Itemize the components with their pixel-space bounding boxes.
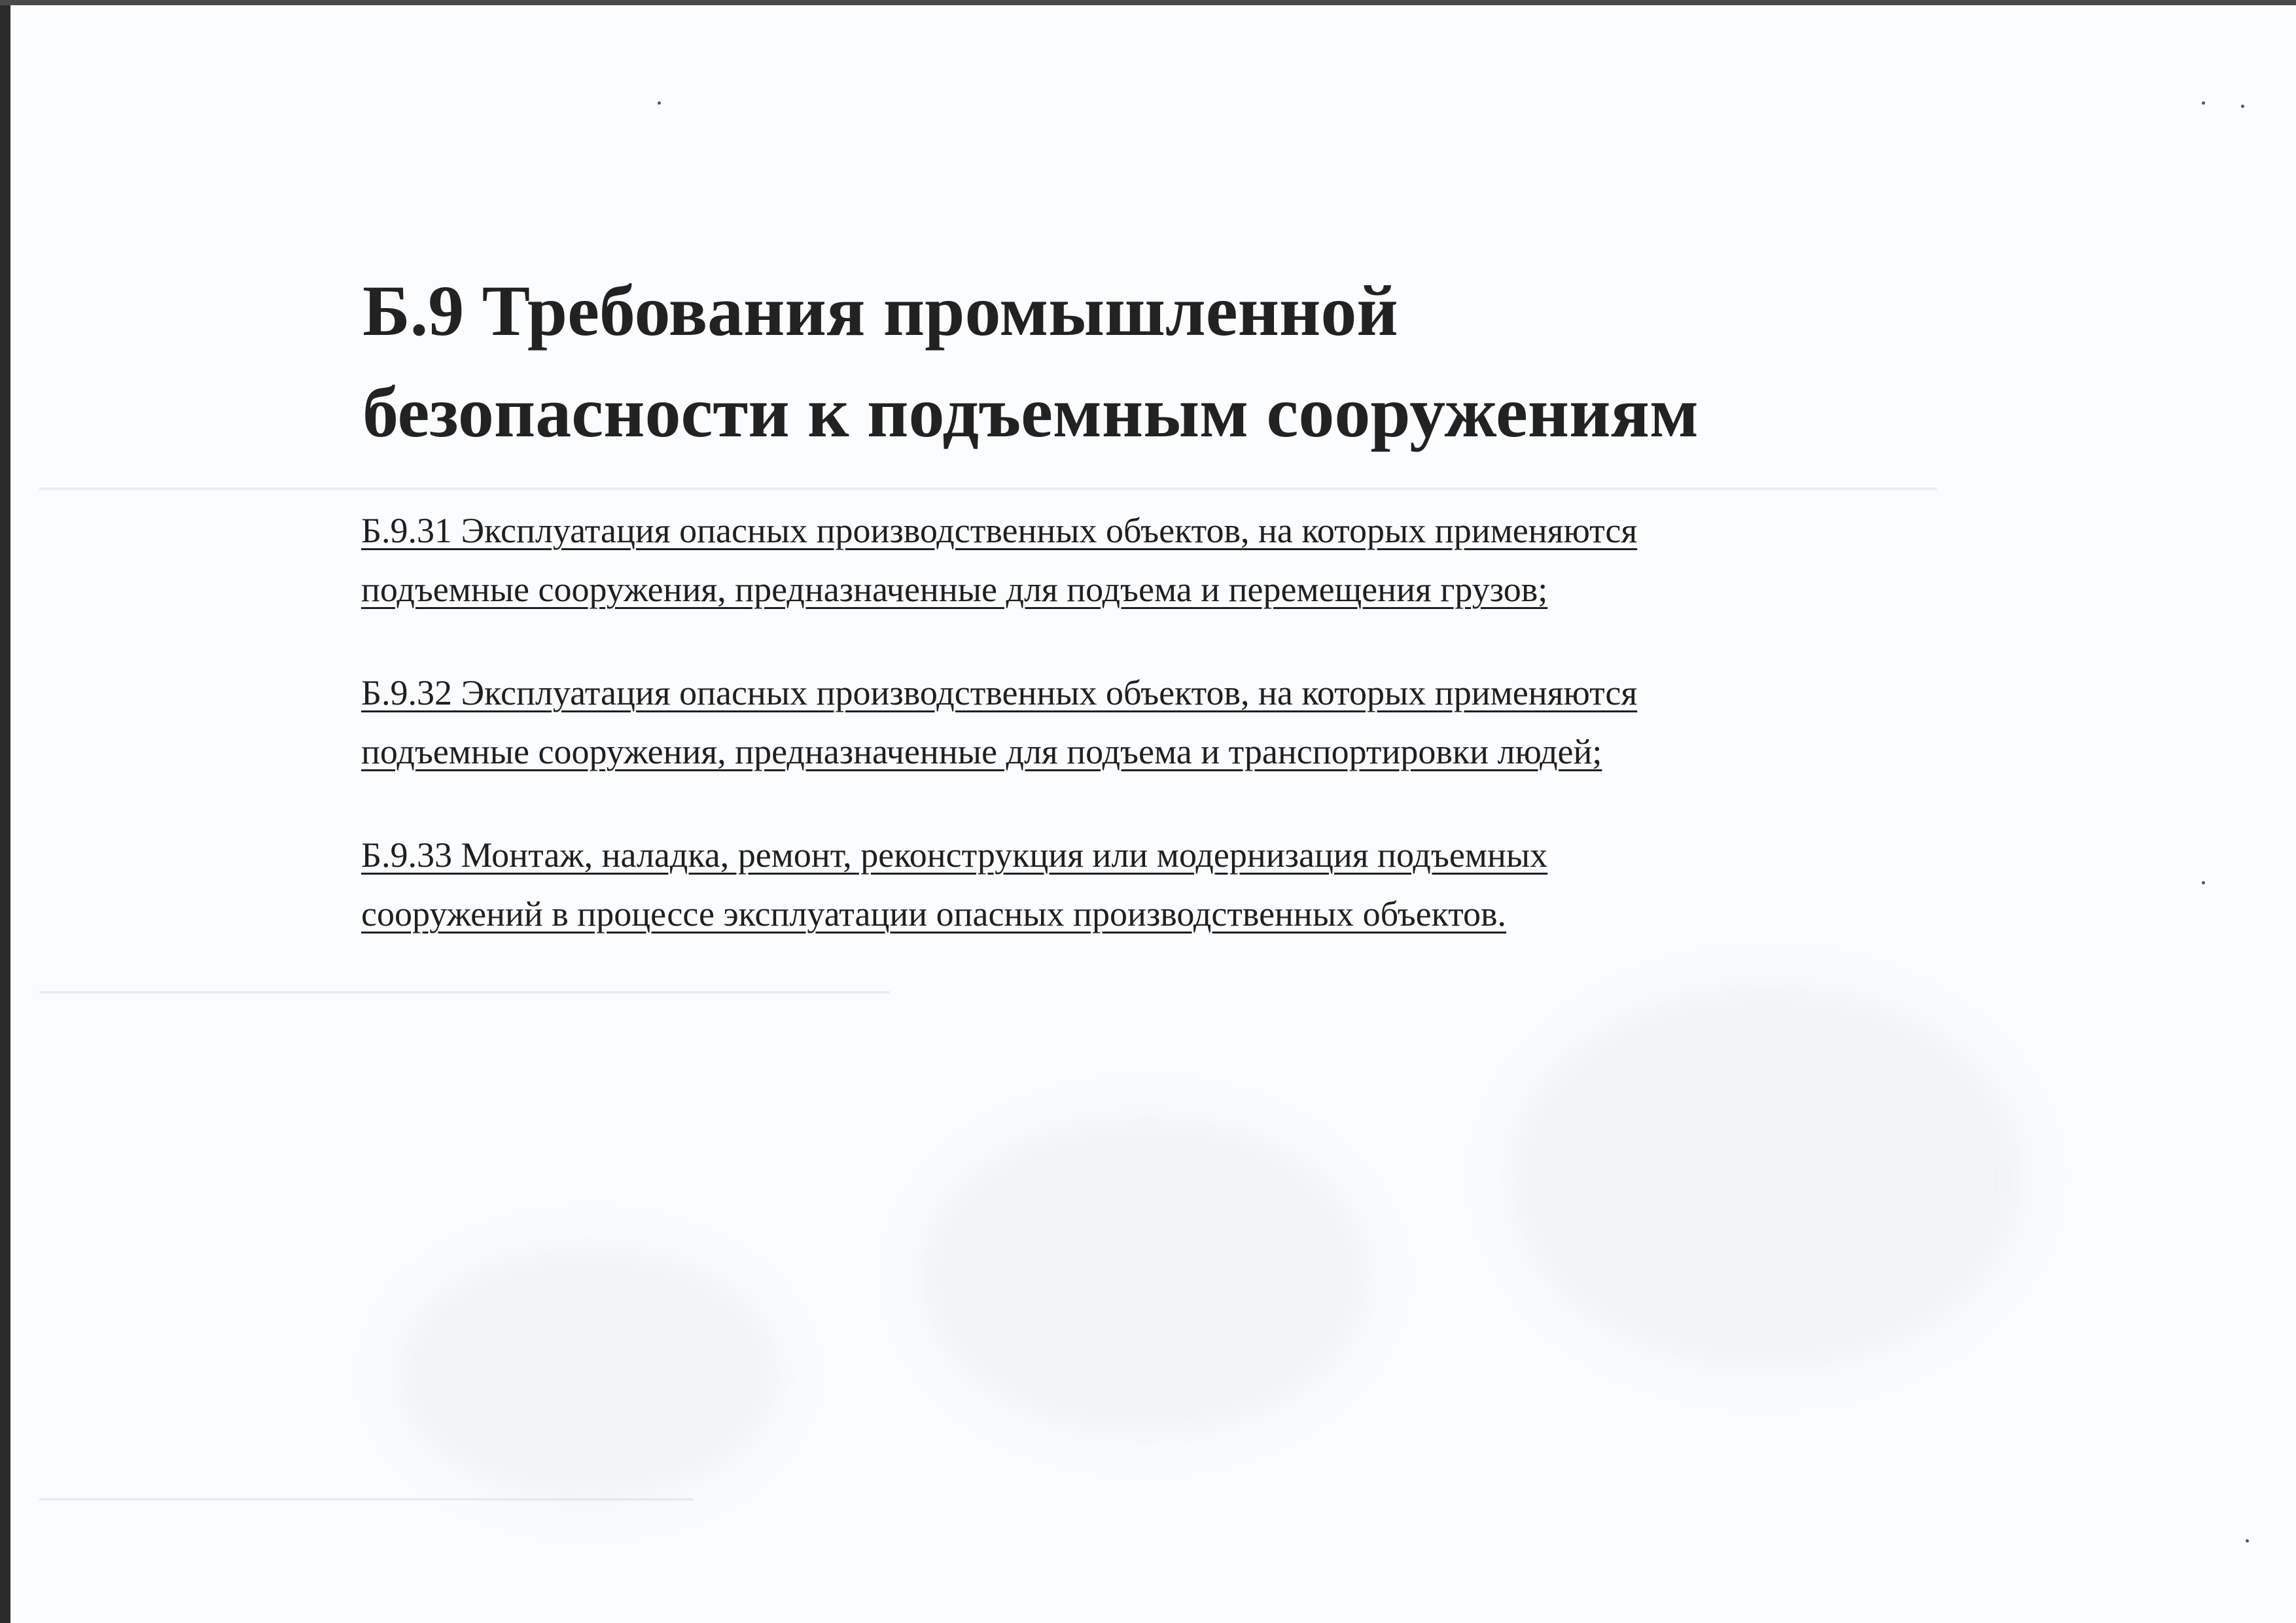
list-item [361, 826, 2128, 943]
dust-speck [658, 101, 661, 105]
scan-artifact-line [39, 487, 1937, 490]
dust-speck [2202, 881, 2205, 884]
paper-smudge [393, 1243, 785, 1505]
section-heading [362, 260, 2129, 463]
item-line-1: Б.9.32 Эксплуатация опасных производственных объектов, на которых применяются [361, 673, 1638, 712]
paper-smudge [1505, 981, 2028, 1374]
scan-artifact-line [39, 1498, 694, 1501]
scan-top-edge [0, 0, 2296, 5]
dust-speck [2241, 105, 2244, 108]
heading-line-1: Б.9 Требования промышленной [362, 271, 1398, 351]
paper-smudge [916, 1112, 1374, 1439]
dust-speck [2246, 1539, 2249, 1543]
item-line-2: подъемные сооружения, предназначенные для подъема и перемещения грузов; [361, 570, 1548, 609]
item-line-2: сооружений в процессе эксплуатации опасных производственных объектов. [361, 894, 1507, 934]
item-line-1: Б.9.31 Эксплуатация опасных производственных объектов, на которых применяются [361, 511, 1638, 550]
scan-artifact-line [39, 991, 890, 994]
list-item [361, 501, 2128, 619]
item-line-1: Б.9.33 Монтаж, наладка, ремонт, реконструкция или модернизация подъемных [361, 835, 1548, 875]
list-item [361, 663, 2128, 781]
item-line-2: подъемные сооружения, предназначенные для подъема и транспортировки людей; [361, 732, 1602, 771]
scan-left-edge [0, 0, 10, 1623]
dust-speck [2202, 101, 2205, 105]
heading-line-2: безопасности к подъемным сооружениям [362, 372, 1699, 452]
